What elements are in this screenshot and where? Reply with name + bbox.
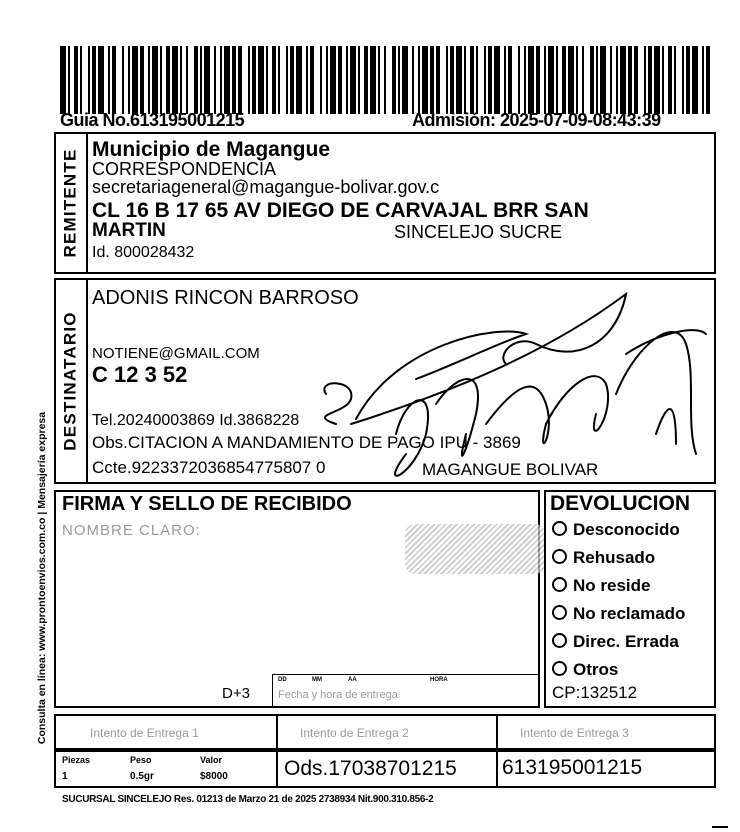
barcode-bar [128, 46, 130, 114]
barcode-bar [488, 46, 492, 114]
barcode-bar [152, 46, 158, 114]
radio-circle-icon [552, 633, 567, 648]
barcode-bar [544, 46, 546, 114]
barcode-bar [166, 46, 170, 114]
barcode-bar [634, 46, 638, 114]
barcode-bar [252, 46, 256, 114]
barcode-bar [412, 46, 414, 114]
valor-label: Valor [200, 755, 223, 765]
remitente-city: SINCELEJO SUCRE [394, 222, 563, 242]
barcode-bar [200, 46, 202, 114]
barcode-bar [160, 46, 162, 114]
fecha-mm-label: MM [312, 677, 322, 683]
barcode-bar [214, 46, 216, 114]
barcode-bar [556, 46, 558, 114]
barcode-bar [702, 46, 704, 114]
barcode-bar [296, 46, 302, 114]
barcode-bar [430, 46, 434, 114]
barcode-bar [600, 46, 606, 114]
d3-label: D+3 [222, 685, 250, 702]
barcode-bar [662, 46, 664, 114]
barcode-bar [122, 46, 124, 114]
barcode-bar [508, 46, 512, 114]
devolucion-option-direc-errada[interactable]: Direc. Errada [552, 632, 679, 652]
barcode-bar [272, 46, 276, 114]
radio-circle-icon [552, 549, 567, 564]
nombre-claro-label: NOMBRE CLARO: [62, 522, 201, 539]
intento-entrega-3: Intento de Entrega 3 [520, 726, 629, 740]
stamp-smudge [405, 524, 545, 574]
barcode-bar [132, 46, 138, 114]
destinatario-ccte: Ccte.9223372036854775807 0 [92, 458, 326, 477]
barcode-bar [310, 46, 314, 114]
remitente-id: Id. 800028432 [92, 244, 195, 261]
barcode-bar [504, 46, 506, 114]
barcode-bar [232, 46, 236, 114]
barcode-bar [370, 46, 376, 114]
devolucion-option-rehusado[interactable]: Rehusado [552, 548, 655, 568]
barcode-bar [358, 46, 360, 114]
barcode-bar [524, 46, 526, 114]
barcode-bar [616, 46, 618, 114]
destinatario-city: MAGANGUE BOLIVAR [422, 460, 599, 479]
barcode-bar [346, 46, 348, 114]
valor-value: $8000 [200, 771, 228, 782]
barcode-bar [186, 46, 188, 114]
barcode-bar [644, 46, 646, 114]
barcode-bar [364, 46, 368, 114]
barcode-bar [258, 46, 264, 114]
barcode-bar [464, 46, 466, 114]
barcode-bar [610, 46, 612, 114]
radio-circle-icon [552, 661, 567, 676]
barcode-bar [582, 46, 584, 114]
devolucion-option-otros[interactable]: Otros [552, 660, 618, 680]
radio-circle-icon [552, 521, 567, 536]
bottom-divider [276, 750, 278, 788]
fecha-hora-label: HORA [430, 677, 448, 683]
barcode-bar [436, 46, 440, 114]
barcode-bar [686, 46, 690, 114]
guia-number-bottom: 613195001215 [502, 756, 643, 779]
barcode-bar [596, 46, 598, 114]
remitente-dept: CORRESPONDENCIA [92, 159, 277, 179]
barcode-bar [648, 46, 652, 114]
barcode-bar [224, 46, 230, 114]
radio-circle-icon [552, 577, 567, 592]
barcode-bar [484, 46, 486, 114]
corner-mark [712, 826, 728, 828]
barcode-bar [378, 46, 380, 114]
barcode-bar [422, 46, 428, 114]
barcode-bar [576, 46, 578, 114]
fecha-dd-label: DD [278, 677, 287, 683]
barcode-bar [108, 46, 110, 114]
fecha-aa-label: AA [348, 677, 357, 683]
destinatario-email: NOTIENE@GMAIL.COM [92, 345, 260, 362]
intento-divider [496, 714, 498, 750]
barcode-bar [278, 46, 280, 114]
destinatario-label: DESTINATARIO [61, 311, 81, 451]
barcode-bar [418, 46, 420, 114]
barcode-bar [98, 46, 104, 114]
barcode-bar [674, 46, 676, 114]
remitente-label-box [54, 132, 88, 274]
barcode-bar [494, 46, 500, 114]
fecha-hora-label-text: Fecha y hora de entrega [278, 689, 398, 701]
barcode-bar [74, 46, 78, 114]
barcode-bar [668, 46, 672, 114]
barcode-bar [620, 46, 626, 114]
barcode-bar [350, 46, 356, 114]
barcode-bar [112, 46, 116, 114]
barcode-bar [290, 46, 294, 114]
barcode-bar [528, 46, 534, 114]
barcode-bar [476, 46, 478, 114]
destinatario-address: C 12 3 52 [92, 362, 188, 387]
firma-title: FIRMA Y SELLO DE RECIBIDO [62, 493, 352, 515]
radio-circle-icon [552, 605, 567, 620]
barcode-bar [398, 46, 400, 114]
peso-value: 0.5gr [130, 771, 154, 782]
barcode-bar [172, 46, 178, 114]
barcode-bar [266, 46, 268, 114]
barcode-bar [68, 46, 70, 114]
barcode-bar [682, 46, 684, 114]
barcode-bar [148, 46, 150, 114]
devolucion-cp: CP:132512 [552, 683, 638, 702]
barcode-bar [330, 46, 336, 114]
barcode-bar [628, 46, 632, 114]
footer-text: SUCURSAL SINCELEJO Res. 01213 de Marzo 21 de 2025 2738934 Nit.900.310.856-2 [62, 794, 434, 805]
barcode [60, 46, 712, 114]
barcode-bar [562, 46, 566, 114]
remitente-address-line1: CL 16 B 17 65 AV DIEGO DE CARVAJAL BRR SAN [92, 199, 589, 222]
barcode-bar [320, 46, 322, 114]
barcode-bar [248, 46, 250, 114]
destinatario-label-box [54, 278, 88, 484]
barcode-bar [80, 46, 82, 114]
barcode-bar [470, 46, 474, 114]
barcode-bar [456, 46, 462, 114]
devolucion-option-no-reclamado[interactable]: No reclamado [552, 604, 685, 624]
barcode-bar [286, 46, 288, 114]
remitente-address-line2: MARTIN [92, 220, 166, 241]
ods-number: Ods.17038701215 [284, 757, 457, 780]
barcode-bar [220, 46, 222, 114]
peso-label: Peso [130, 755, 152, 765]
barcode-bar [692, 46, 698, 114]
barcode-bar [654, 46, 660, 114]
remitente-email: secretariageneral@magangue-bolivar.gov.c [92, 177, 440, 197]
devolucion-option-desconocido[interactable]: Desconocido [552, 520, 680, 540]
remitente-label: REMITENTE [61, 148, 80, 258]
bottom-divider [496, 750, 498, 788]
barcode-bar [706, 46, 710, 114]
barcode-bar [140, 46, 144, 114]
barcode-bar [338, 46, 342, 114]
barcode-bar [450, 46, 454, 114]
barcode-bar [384, 46, 386, 114]
barcode-bar [536, 46, 540, 114]
destinatario-tel: Tel.20240003869 Id.3868228 [92, 412, 300, 429]
intento-entrega-2: Intento de Entrega 2 [300, 726, 409, 740]
devolucion-option-no-reside[interactable]: No reside [552, 576, 650, 596]
barcode-bar [326, 46, 328, 114]
barcode-bar [60, 46, 66, 114]
barcode-bar [568, 46, 574, 114]
devolucion-title: DEVOLUCION [550, 492, 691, 515]
barcode-bar [392, 46, 396, 114]
piezas-value: 1 [62, 771, 68, 782]
destinatario-obs: Obs.CITACION A MANDAMIENTO DE PAGO IPU - 3869 [92, 433, 521, 452]
handwritten-signature [296, 284, 716, 494]
barcode-bar [518, 46, 520, 114]
guia-number: Guia No.613195001215 [60, 110, 245, 130]
barcode-bar [88, 46, 90, 114]
admission-date: Admisión: 2025-07-09-08:43:39 [412, 110, 661, 130]
barcode-bar [194, 46, 198, 114]
barcode-bar [548, 46, 554, 114]
barcode-bar [402, 46, 408, 114]
destinatario-name: ADONIS RINCON BARROSO [92, 287, 359, 309]
barcode-bar [92, 46, 96, 114]
side-consulta-text: Consulta en línea: www.prontoenvios.com.co | Mensajería expresa [36, 411, 49, 745]
barcode-bar [446, 46, 448, 114]
intento-divider [276, 714, 278, 750]
piezas-label: Piezas [62, 755, 91, 765]
barcode-bar [180, 46, 182, 114]
remitente-name: Municipio de Magangue [92, 138, 331, 161]
intento-entrega-1: Intento de Entrega 1 [90, 726, 199, 740]
barcode-bar [204, 46, 210, 114]
barcode-bar [306, 46, 308, 114]
barcode-bar [590, 46, 594, 114]
barcode-bar [238, 46, 242, 114]
